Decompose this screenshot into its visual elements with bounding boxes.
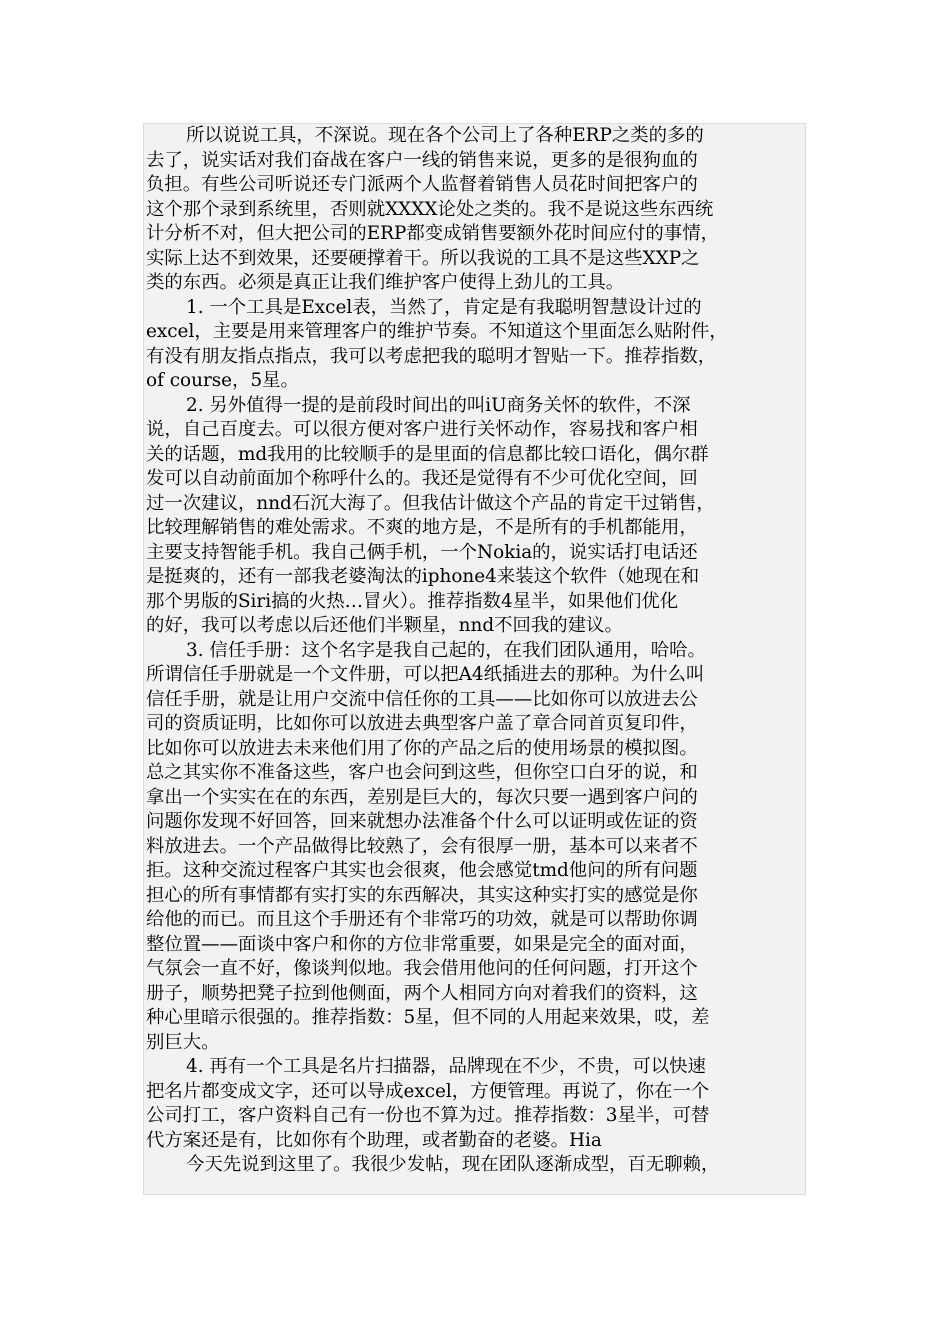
paragraph-item-1-line: of course，5星。 [146,370,299,391]
paragraph-item-3-line: 别巨大。 [146,1031,220,1053]
paragraph-item-3-line: 总之其实你不准备这些，客户也会问到这些，但你空口白牙的说，和 [146,762,698,783]
paragraph-intro-line: 这个那个录到系统里，否则就XXXX论处之类的。我不是说这些东西统 [146,198,714,220]
paragraph-item-3-line: 问题你发现不好回答，回来就想办法准备个什么可以证明或佐证的资 [146,811,698,832]
paragraph-item-3-line: 种心里暗示很强的。推荐指数：5星，但不同的人用起来效果，哎，差 [146,1007,710,1028]
paragraph-item-3-line: 册子，顺势把凳子拉到他侧面，两个人相同方向对着我们的资料，这 [146,982,698,1004]
paragraph-item-2-line: 说，自己百度去。可以很方便对客户进行关怀动作，容易找和客户相 [146,419,698,440]
paragraph-item-2-line: 关的话题，md我用的比较顺手的是里面的信息都比较口语化，偶尔群 [146,443,709,465]
paragraph-item-2-line: 主要支持智能手机。我自己俩手机，一个Nokia的，说实话打电话还 [146,541,698,563]
paragraph-item-3-line: 整位置——面谈中客户和你的方位非常重要，如果是完全的面对面， [146,933,698,955]
paragraph-item-1-line: 1. 一个工具是Excel表，当然了，肯定是有我聪明智慧设计过的 [186,296,702,318]
paragraph-item-3-line: 比如你可以放进去未来他们用了你的产品之后的使用场景的模拟图。 [146,737,698,759]
paragraph-item-2-line: 的好，我可以考虑以后还他们半颗星，nnd不回我的建议。 [146,615,623,636]
paragraph-item-3-line: 信任手册，就是让用户交流中信任你的工具——比如你可以放进去公 [146,688,698,710]
paragraph-item-3-line: 给他的而已。而且这个手册还有个非常巧的功效，就是可以帮助你调 [146,909,698,930]
paragraph-item-3-line: 担心的所有事情都有实打实的东西解决，其实这种实打实的感觉是你 [146,884,698,906]
paragraph-item-4-line: 公司打工，客户资料自己有一份也不算为过。推荐指数：3星半，可替 [146,1105,710,1126]
paragraph-item-3-line: 拒。这种交流过程客户其实也会很爽，他会感觉tmd他问的所有问题 [146,860,698,881]
paragraph-intro-line: 实际上达不到效果，还要硬撑着干。所以我说的工具不是这些XXP之 [146,247,700,269]
paragraph-item-4-line: 把名片都变成文字，还可以导成excel，方便管理。再说了，你在一个 [146,1080,710,1102]
paragraph-item-2-line: 那个男版的Siri搞的火热…冒火）。推荐指数4星半，如果他们优化 [146,590,679,612]
paragraph-item-2-line: 比较理解销售的难处需求。不爽的地方是，不是所有的手机都能用， [146,517,698,538]
paragraph-item-4-line: 4. 再有一个工具是名片扫描器，品牌现在不少，不贵，可以快速 [186,1056,706,1077]
paragraph-intro-line: 类的东西。必须是真正让我们维护客户使得上劲儿的工具。 [146,272,625,293]
paragraph-intro-line: 所以说说工具，不深说。现在各个公司上了各种ERP之类的多的 [186,125,704,146]
article-text-block [143,123,806,1195]
paragraph-item-3-line: 3. 信任手册：这个名字是我自己起的，在我们团队通用，哈哈。 [186,639,706,661]
paragraph-item-3-line: 司的资质证明，比如你可以放进去典型客户盖了章合同首页复印件， [146,713,698,734]
paragraph-item-2-line: 是挺爽的，还有一部我老婆淘汰的iphone4来装这个软件（她现在和 [146,566,700,587]
paragraph-item-1-line: 有没有朋友指点指点，我可以考虑把我的聪明才智贴一下。推荐指数， [146,345,717,367]
paragraph-intro-line: 计分析不对，但大把公司的ERP都变成销售要额外花时间应付的事情， [146,223,719,244]
paragraph-item-2-line: 2. 另外值得一提的是前段时间出的叫iU商务关怀的软件，不深 [186,394,691,416]
paragraph-closing-line: 今天先说到这里了。我很少发帖，现在团队逐渐成型，百无聊赖， [186,1154,720,1175]
paragraph-item-2-line: 过一次建议，nnd石沉大海了。但我估计做这个产品的肯定干过销售， [146,492,715,514]
paragraph-item-4-line: 代方案还是有，比如你有个助理，或者勤奋的老婆。Hia [146,1129,602,1151]
paragraph-item-3-line: 拿出一个实实在在的东西，差别是巨大的，每次只要一遇到客户问的 [146,786,698,808]
paragraph-item-2-line: 发可以自动前面加个称呼什么的。我还是觉得有不少可优化空间，回 [146,468,698,489]
paragraph-item-3-line: 所谓信任手册就是一个文件册，可以把A4纸插进去的那种。为什么叫 [146,664,705,685]
paragraph-item-3-line: 料放进去。一个产品做得比较熟了，会有很厚一册，基本可以来者不 [146,835,698,857]
paragraph-intro-line: 负担。有些公司听说还专门派两个人监督着销售人员花时间把客户的 [146,174,698,195]
paragraph-intro-line: 去了，说实话对我们奋战在客户一线的销售来说，更多的是很狗血的 [146,149,698,171]
paragraph-item-1-line: excel，主要是用来管理客户的维护节奏。不知道这个里面怎么贴附件， [146,321,728,342]
paragraph-item-3-line: 气氛会一直不好，像谈判似地。我会借用他问的任何问题，打开这个 [146,958,698,979]
